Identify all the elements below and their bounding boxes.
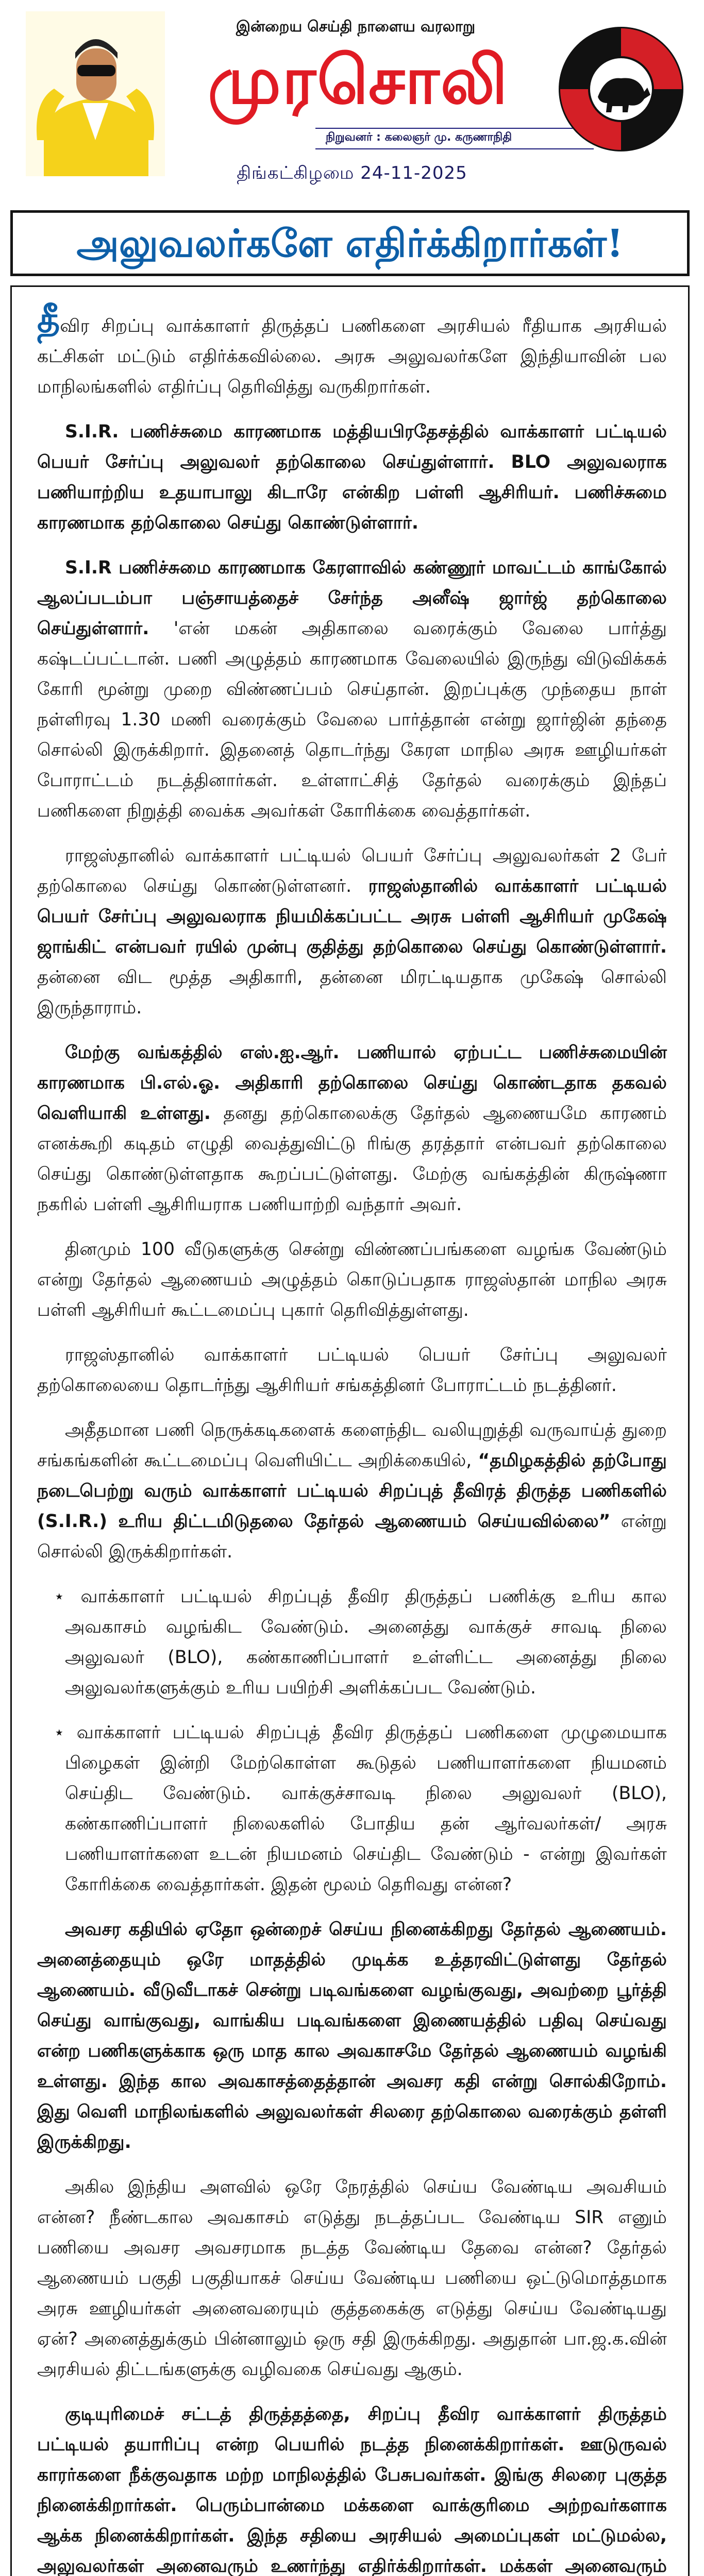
paragraph-6: தினமும் 100 வீடுகளுக்கு சென்று விண்ணப்பங்களை வழங்க வேண்டும் என்று தேர்தல் ஆணையம் அழுத்தம் கொடுப்பதாக ராஜஸ்தான் மாநில அரசு பள்ளி ஆசிரியர் கூட்டமைப்பு புகார் தெரிவித்துள்ளது. (37, 1239, 667, 1320)
paragraph-5-rest: தனது தற்கொலைக்கு தேர்தல் ஆணையமே காரணம் எனக்கூறி கடிதம் எழுதி வைத்துவிட்டு ரிங்கு தரத்தார் என்பவர் தற்கொலை செய்து கொண்டுள்ளதாக கூறப்பட்டுள்ளது. மேற்கு வங்கத்தின் கிருஷ்ணா நகரில் பள்ளி ஆசிரியராக பணியாற்றி வந்தார் அவர். (37, 1103, 667, 1215)
paragraph-7: ராஜஸ்தானில் வாக்காளர் பட்டியல் பெயர் சேர்ப்பு அலுவலர் தற்கொலையை தொடர்ந்து ஆசிரியர் சங்கத்தினர் போராட்டம் நடத்தினர். (37, 1345, 667, 1396)
paragraph-8-quote: “தமிழகத்தில் தற்போது நடைபெற்று வரும் வாக்காளர் பட்டியல் சிறப்புத் தீவிரத் திருத்த பணிகளில் (S.I.R.) உரிய திட்டமிடுதலை தேர்தல் ஆணையம் செய்யவில்லை” (37, 1450, 667, 1532)
drop-cap: தீ (37, 300, 60, 341)
paragraph-5 (37, 1038, 667, 1220)
headline-box (10, 210, 690, 276)
paragraph-3-rest: 'என் மகன் அதிகாலை வரைக்கும் வேலை பார்த்து கஷ்டப்பட்டான். பணி அழுத்தம் காரணமாக வேலையில் இருந்து விடுவிக்கக் கோரி மூன்று முறை விண்ணப்பம் செய்தான். இறப்புக்கு முந்தைய நாள் நள்ளிரவு 1.30 மணி வரைக்கும் வேலை பார்த்தான் என்று ஜார்ஜின் தந்தை சொல்லி இருக்கிறார். இதனைத் தொடர்ந்து கேரள மாநில அரசு ஊழியர்கள் போராட்டம் நடத்தினார்கள். உள்ளாட்சித் தேர்தல் வரைக்கும் இந்தப் பணிகளை நிறுத்தி வைக்க அவர்கள் கோரிக்கை வைத்தார்கள். (37, 618, 667, 821)
paragraph-8 (37, 1415, 667, 1567)
paragraph-8-rest: என்று சொல்லி இருக்கிறார்கள். (37, 1511, 667, 1562)
paragraph-1 (37, 300, 667, 402)
founder-portrait-icon (26, 11, 165, 176)
editorial-article (37, 300, 667, 2576)
masthead-tagline: இன்றைய செய்தி நாளைய வரலாறு (236, 18, 476, 35)
paragraph-13: குடியுரிமைச் சட்டத் திருத்தத்தை, சிறப்பு தீவிர வாக்காளர் திருத்தம் பட்டியல் தயாரிப்பு என்ற பெயரில் நடத்த நினைக்கிறார்கள். ஊடுருவல் காரர்களை நீக்குவதாக மற்ற மாநிலத்தில் பேசுபவர்கள். இங்கு சிலரை புகுத்த நினைக்கிறார்கள். பெரும்பான்மை மக்களை வாக்குரிமை அற்றவர்களாக ஆக்க நினைக்கிறார்கள். இந்த சதியை அரசியல் அமைப்புகள் மட்டுமல்ல, அலுவலர்கள் அனைவரும் உணர்ந்து எதிர்க்கிறார்கள். மக்கள் அனைவரும் (37, 2404, 667, 2576)
paragraph-1-text: விர சிறப்பு வாக்காளர் திருத்தப் பணிகளை அரசியல் ரீதியாக அரசியல் கட்சிகள் மட்டும் எதிர்க்கவில்லை. அரசு அலுவலர்களே இந்தியாவின் பல மாநிலங்களில் எதிர்ப்பு தெரிவித்து வருகிறார்கள். (37, 316, 667, 397)
headline: அலுவலர்களே எதிர்க்கிறார்கள்! (76, 222, 624, 266)
paragraph-2: S.I.R. பணிச்சுமை காரணமாக மத்தியபிரதேசத்தில் வாக்காளர் பட்டியல் பெயர் சேர்ப்பு அலுவலர் தற்கொலை செய்துள்ளார். BLO அலுவலராக பணியாற்றிய உதயாபாலு கிடாரே என்கிற பள்ளி ஆசிரியர். பணிச்சுமை காரணமாக தற்கொலை செய்து கொண்டுள்ளார். (37, 421, 667, 533)
paragraph-4-rest: தன்னை விட மூத்த அதிகாரி, தன்னை மிரட்டியதாக முகேஷ் சொல்லி இருந்தாராம். (37, 967, 667, 1018)
masthead (0, 0, 704, 206)
paragraph-4-lead: ராஜஸ்தானில் வாக்காளர் பட்டியல் பெயர் சேர்ப்பு அலுவலர்கள் 2 பேர் தற்கொலை செய்து கொண்டுள்ளனர். (37, 845, 667, 896)
paragraph-12: அகில இந்திய அளவில் ஒரே நேரத்தில் செய்ய வேண்டிய அவசியம் என்ன? நீண்டகால அவகாசம் எடுத்து நடத்தப்பட வேண்டிய SIR எனும் பணியை அவசர அவசரமாக நடத்த வேண்டிய தேவை என்ன? தேர்தல் ஆணையம் பகுதி பகுதியாகச் செய்ய வேண்டிய பணியை ஒட்டுமொத்தமாக அரசு ஊழியர்கள் அனைவரையும் குத்தகைக்கு எடுத்து செய்ய வேண்டியது ஏன்? அனைத்துக்கும் பின்னாலும் ஒரு சதி இருக்கிறது. அதுதான் பா.ஜ.க.வின் அரசியல் திட்டங்களுக்கு வழிவகை செய்வது ஆகும். (37, 2177, 667, 2380)
demand-point-1: ⋆ வாக்காளர் பட்டியல் சிறப்புத் தீவிர திருத்தப் பணிக்கு உரிய கால அவகாசம் வழங்கிட வேண்டும். அனைத்து வாக்குச் சாவடி நிலை அலுவலர் (BLO), கண்காணிப்பாளர் உள்ளிட்ட அனைத்து நிலை அலுவலர்களுக்கும் உரிய பயிற்சி அளிக்கப்பட வேண்டும். (54, 1586, 667, 1698)
paragraph-8-lead: அதீதமான பணி நெருக்கடிகளைக் களைந்திட வலியுறுத்தி வருவாய்த் துறை சங்கங்களின் கூட்டமைப்பு வெளியிட்ட அறிக்கையில், (37, 1420, 667, 1471)
founder-credit: நிறுவனர் : கலைஞர் மு. கருணாநிதி (326, 131, 512, 144)
paragraph-4-bold: ராஜஸ்தானில் வாக்காளர் பட்டியல் பெயர் சேர்ப்பு அலுவலராக நியமிக்கப்பட்ட அரசு பள்ளி ஆசிரியர் முகேஷ் ஜாங்கிட் என்பவர் ரயில் முன்பு குதித்து தற்கொலை செய்து கொண்டுள்ளார். (37, 876, 667, 957)
paragraph-3 (37, 553, 667, 826)
paragraph-4 (37, 841, 667, 1023)
founder-bar (315, 128, 594, 149)
paragraph-3-lead: S.I.R பணிச்சுமை காரணமாக கேரளாவில் கண்ணூர் மாவட்டம் காங்கோல் ஆலப்படம்பா பஞ்சாயத்தைச் சேர்ந்த அனீஷ் ஜார்ஜ் தற்கொலை செய்துள்ளார். (37, 557, 667, 639)
demand-point-2: ⋆ வாக்காளர் பட்டியல் சிறப்புத் தீவிர திருத்தப் பணிகளை முழுமையாக பிழைகள் இன்றி மேற்கொள்ள கூடுதல் பணியாளர்களை நியமனம் செய்திட வேண்டும். வாக்குச்சாவடி நிலை அலுவலர் (BLO), கண்காணிப்பாளர் நிலைகளில் போதிய தன் ஆர்வலர்கள்/ அரசு பணியாளர்களை உடன் நியமனம் செய்திட வேண்டும் - என்று இவர்கள் கோரிக்கை வைத்தார்கள். இதன் மூலம் தெரிவது என்ன? (54, 1722, 667, 1895)
paragraph-5-lead: மேற்கு வங்கத்தில் எஸ்.ஐ.ஆர். பணியால் ஏற்பட்ட பணிச்சுமையின் காரணமாக பி.எல்.ஓ. அதிகாரி தற்கொலை செய்து கொண்டதாக தகவல் வெளியாகி உள்ளது. (37, 1042, 667, 1124)
issue-date: திங்கட்கிழமை 24-11-2025 (237, 163, 467, 183)
party-emblem-icon (557, 25, 685, 154)
paragraph-11: அவசர கதியில் ஏதோ ஒன்றைச் செய்ய நினைக்கிறது தேர்தல் ஆணையம். அனைத்தையும் ஒரே மாதத்தில் முடிக்க உத்தரவிட்டுள்ளது தேர்தல் ஆணையம். வீடுவீடாகச் சென்று படிவங்களை வழங்குவது, அவற்றை பூர்த்தி செய்து வாங்குவது, வாங்கிய படிவங்களை இணையத்தில் பதிவு செய்வது என்ற பணிகளுக்காக ஒரு மாத கால அவகாசமே தேர்தல் ஆணையம் வழங்கி உள்ளது. இந்த கால அவகாசத்தைத்தான் அவசர கதி என்று சொல்கிறோம். இது வெளி மாநிலங்களில் அலுவலர்கள் சிலரை தற்கொலை வரைக்கும் தள்ளி இருக்கிறது. (37, 1919, 667, 2153)
newspaper-title: முரசொலி (208, 42, 509, 119)
